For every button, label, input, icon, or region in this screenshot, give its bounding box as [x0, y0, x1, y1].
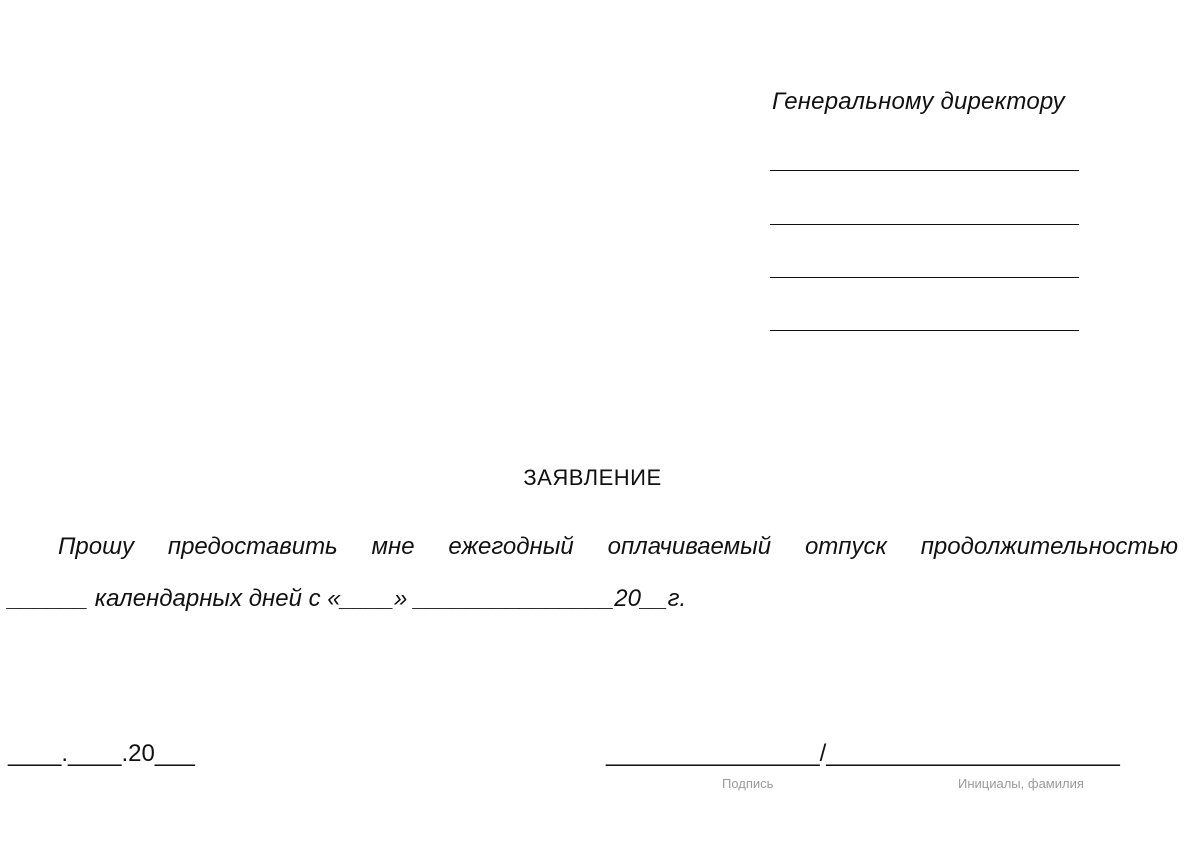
body-text-line-1: Прошу предоставить мне ежегодный оплачиваемый отпуск продолжительностью	[58, 533, 1178, 560]
signature-caption: Подпись	[722, 776, 774, 791]
document-heading: ЗАЯВЛЕНИЕ	[523, 465, 662, 490]
date-field: ____.____.20___	[8, 740, 195, 767]
addressee-line-2	[770, 224, 1079, 225]
body-text-line-2: ______ календарных дней с «____» _______________20__г.	[8, 585, 687, 612]
addressee-title: Генеральному директору	[772, 88, 1065, 115]
addressee-line-3	[770, 277, 1079, 278]
addressee-line-1	[770, 170, 1079, 171]
signature-field: ________________/______________________	[606, 740, 1120, 767]
addressee-line-4	[770, 330, 1079, 331]
initials-caption: Инициалы, фамилия	[958, 776, 1084, 791]
